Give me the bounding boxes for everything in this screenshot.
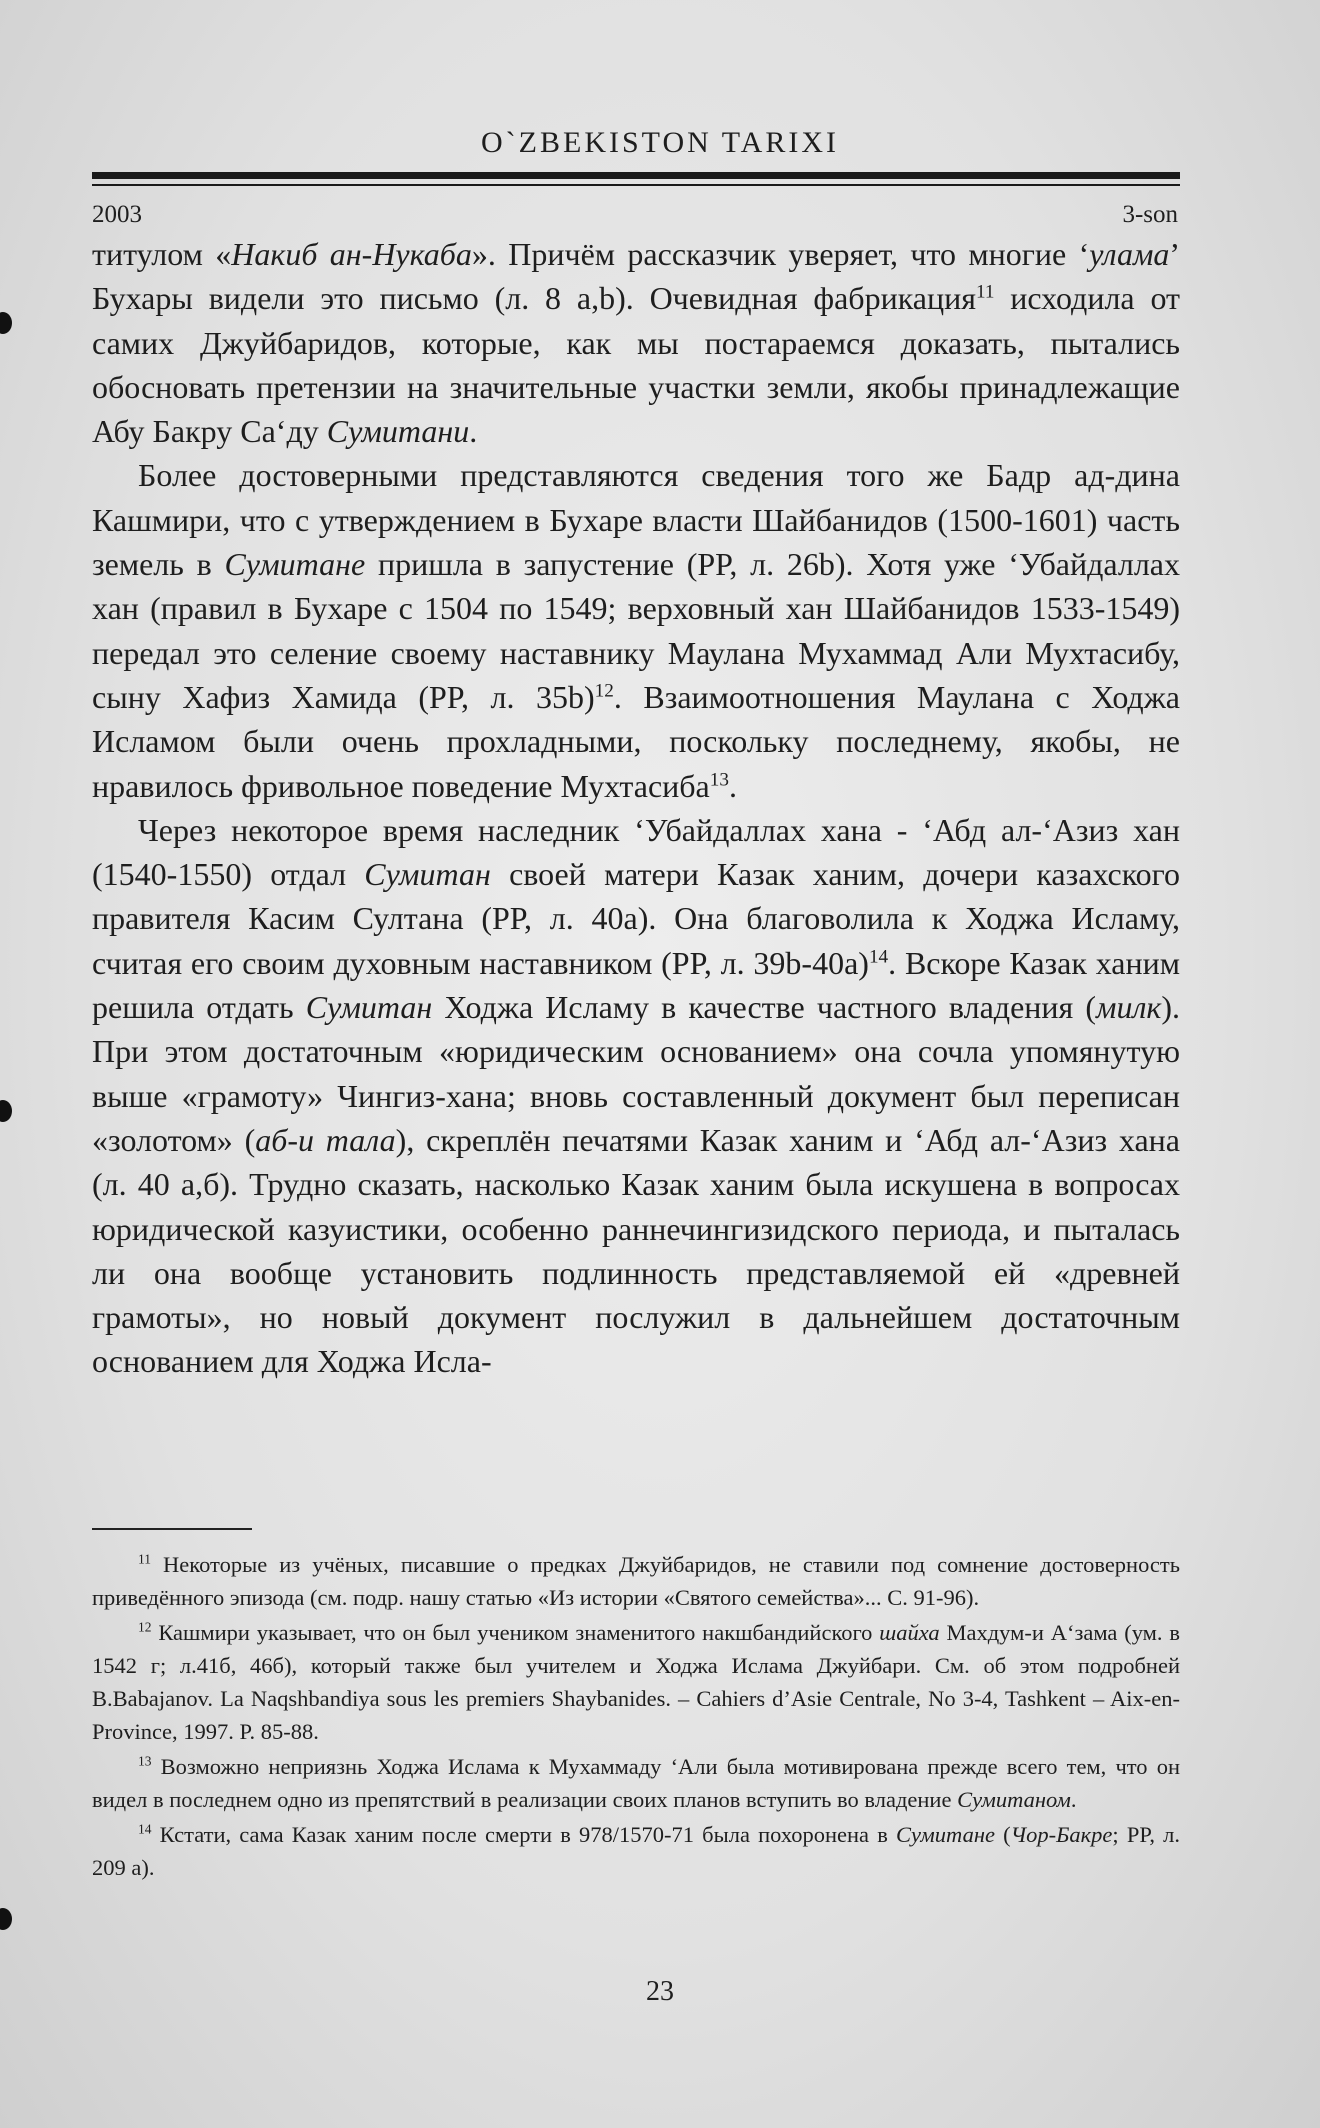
footnote-ref-11[interactable]: 11	[975, 281, 995, 303]
footnotes	[92, 1548, 1180, 1886]
header-rule-thin	[92, 184, 1180, 186]
footnote-ref-14[interactable]: 14	[868, 946, 889, 968]
punch-hole-mark	[0, 312, 12, 334]
main-text	[92, 232, 1180, 1384]
footnote-13: $^{13}$ Возможно неприязнь Ходжа Ислама к Мухаммаду ‘Али была мотивирована прежде всего тем, что он видел в последнем одно из препятствий в реализации своих планов вступить во владение Сумитаном.	[92, 1753, 1180, 1812]
punch-hole-mark	[0, 1908, 12, 1930]
paragraph-3: Через некоторое время наследник ‘Убайдаллах хана - ‘Абд ал-‘Азиз хан (1540-1550) отдал Сумитан своей матери Казак ханим, дочери казахского правителя Касим Султана (PP, л. 40а). Она благоволила к Ходжа Исламу, считая его своим духовным наставником (PP, л. 39b-40a)$^{14}$. Вскоре Казак ханим решила отдать Сумитан Ходжа Исламу в качестве частного владения (милк). При этом достаточным «юридическим основанием» она сочла упомянутую выше «грамоту» Чингиз-хана; вновь составленный документ был переписан «золотом» (аб-и тала), скреплён печатями Казак ханим и ‘Абд ал-‘Азиз хана (л. 40 а,б). Трудно сказать, насколько Казак ханим была искушена в вопросах юридической казуистики, особенно раннечингизидского периода, и пыталась ли она вообще установить подлинность представляемой ей «древней грамоты», но новый документ послужил в дальнейшем достаточным основанием для Ходжа Исла-	[92, 811, 1181, 1380]
issue-year: 2003	[92, 201, 142, 228]
footnote-14: $^{14}$ Кстати, сама Казак ханим после смерти в 978/1570-71 была похоронена в Сумитане (Чор-Бакре; PP, л. 209 а).	[92, 1821, 1180, 1880]
header-rule-thick	[92, 172, 1180, 179]
issue-number: 3-son	[1122, 201, 1178, 228]
footnote-ref-12[interactable]: 12	[594, 680, 614, 702]
paragraph-1: титулом «Накиб ан-Нукаба». Причём рассказчик уверяет, что многие ‘улама’ Бухары видели это письмо (л. 8 a,b). Очевидная фабрикация$^{11}$ исходила от самих Джуйбаридов, которые, как мы постараемся доказать, пытались обосновать претензии на значительные участки земли, якобы принадлежащие Абу Бакру Са‘ду Сумитани.	[92, 236, 1181, 450]
footnote-ref-13[interactable]: 13	[709, 768, 729, 790]
paragraph-2: Более достоверными представляются сведения того же Бадр ад-дина Кашмири, что с утверждением в Бухаре власти Шайбанидов (1500-1601) часть земель в Сумитане пришла в запустение (PP, л. 26b). Хотя уже ‘Убайдаллах хан (правил в Бухаре с 1504 по 1549; верховный хан Шайбанидов 1533-1549) передал это селение своему наставнику Маулана Мухаммад Али Мухтасибу, сыну Хафиз Хамида (PP, л. 35b)$^{12}$. Взаимоотношения Маулана с Ходжа Исламом были очень прохладными, поскольку последнему, якобы, не нравилось фривольное поведение Мухтасиба$^{13}$.	[92, 457, 1181, 804]
page-number: 23	[646, 1976, 674, 2007]
footnote-11: $^{11}$ Некоторые из учёных, писавшие о предках Джуйбаридов, не ставили под сомнение достоверность приведённого эпизода (см. подр. нашу статью «Из истории «Святого семейства»... С. 91-96).	[92, 1551, 1180, 1610]
footnote-separator	[92, 1528, 252, 1530]
journal-title: O`ZBEKISTON TARIXI	[481, 126, 839, 159]
footnote-12: $^{12}$ Кашмири указывает, что он был учеником знаменитого накшбандийского шайха Махдум-и А‘зама (ум. в 1542 г; л.41б, 46б), который также был учителем и Ходжа Ислама Джуйбари. См. об этом подробней B.Babajanov. La Naqshbandiya sous les premiers Shaybanides. – Cahiers d’Asie Centrale, No 3-4, Tashkent – Aix-en-Province, 1997. P. 85-88.	[92, 1619, 1180, 1744]
punch-hole-mark	[0, 1100, 12, 1122]
